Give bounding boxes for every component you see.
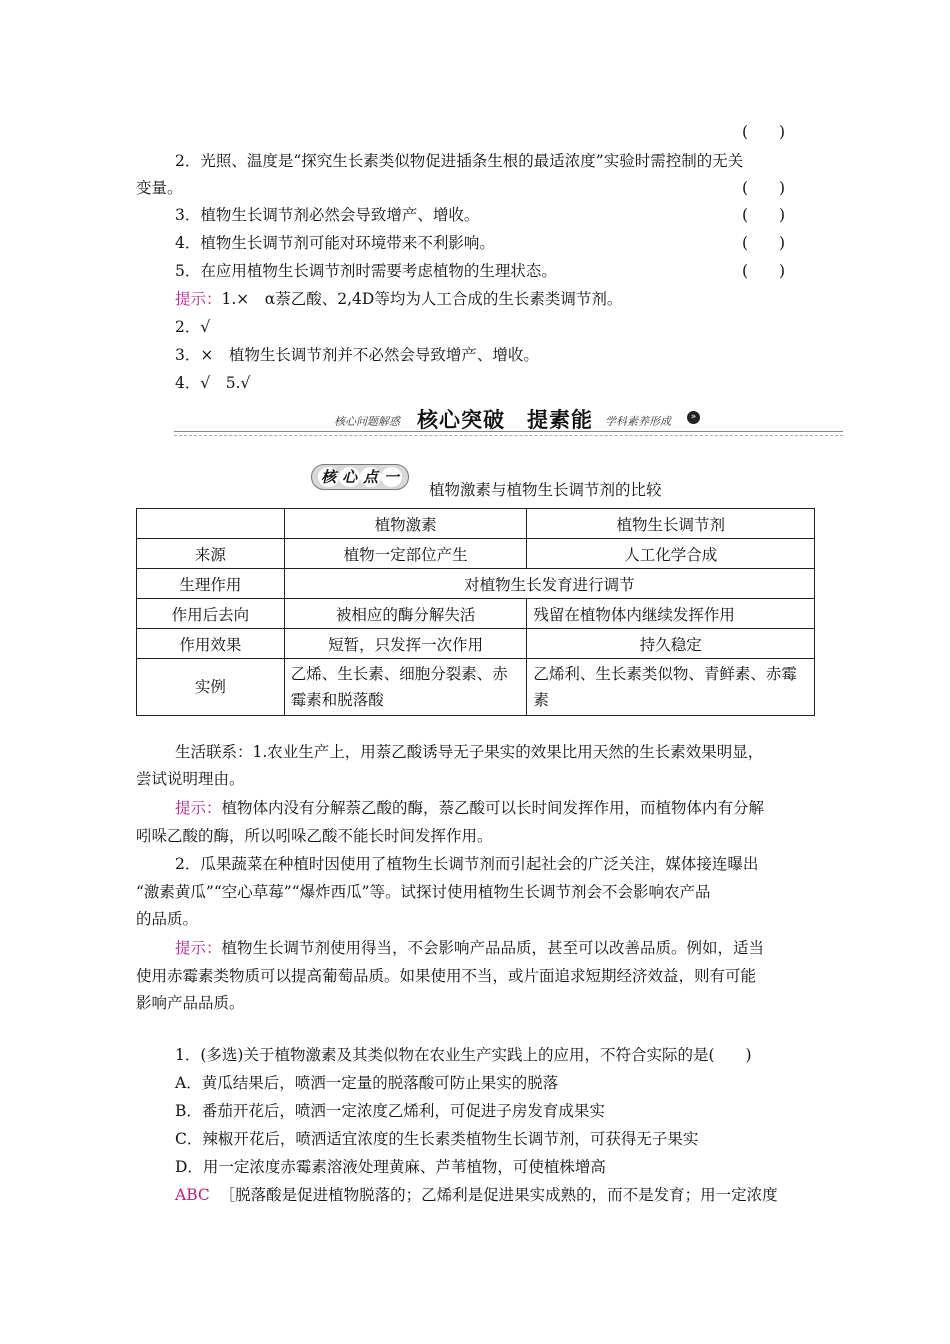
- exercise-option-a: A．黄瓜结果后，喷洒一定量的脱落酸可防止果实的脱落: [175, 1074, 559, 1092]
- badge-char: 一: [381, 467, 402, 487]
- hint-line-2: 2．√: [175, 318, 211, 336]
- core-point-title: 植物激素与植物生长调节剂的比较: [429, 481, 662, 499]
- table-header-row: [137, 509, 815, 539]
- badge-char: 点: [360, 467, 381, 487]
- hint-line-3: 3．× 植物生长调节剂并不必然会导致增产、增收。: [175, 346, 539, 364]
- table-row-label: 生理作用: [137, 569, 285, 599]
- life-q1-line1: 生活联系：1.农业生产上，用萘乙酸诱导无子果实的效果比用天然的生长素效果明显，: [175, 743, 764, 761]
- judgment-q5: 5．在应用植物生长调节剂时需要考虑植物的生理状态。: [175, 262, 557, 280]
- hint-label: 提示：: [175, 799, 222, 817]
- badge-char: 核: [318, 467, 339, 487]
- table-cell: 植物一定部位产生: [284, 539, 527, 569]
- hint-line-4: 4．√ 5.√: [175, 374, 251, 392]
- life-hint1-line2: 吲哚乙酸的酶，所以吲哚乙酸不能长时间发挥作用。: [136, 827, 493, 845]
- table-row-label: 作用后去向: [137, 599, 285, 629]
- life-q1-line2: 尝试说明理由。: [136, 770, 245, 788]
- table-cell: 人工化学合成: [527, 539, 815, 569]
- life-hint2-line3: 影响产品品质。: [136, 994, 245, 1012]
- answer-paren: ( ): [742, 262, 786, 280]
- table-cell: 乙烯、生长素、细胞分裂素、赤霉素和脱落酸: [284, 659, 527, 716]
- life-hint2-line1: [175, 938, 764, 958]
- table-cell: 短暂，只发挥一次作用: [284, 629, 527, 659]
- hint-text: 植物生长调节剂使用得当，不会影响产品品质，甚至可以改善品质。例如，适当: [221, 939, 765, 957]
- exercise-question: 1．(多选)关于植物激素及其类似物在农业生产实践上的应用，不符合实际的是( ): [175, 1046, 752, 1064]
- table-cell: 持久稳定: [527, 629, 815, 659]
- life-q2-line2: “激素黄瓜”“空心草莓”“爆炸西瓜”等。试探讨使用植物生长调节剂会不会影响农产品: [136, 883, 711, 901]
- table-row: [137, 569, 815, 599]
- hint-label: 提示：: [175, 939, 222, 957]
- hint-text: 1.× α萘乙酸、2,4D等均为人工合成的生长素类调节剂。: [221, 290, 623, 308]
- table-cell: 被相应的酶分解失活: [284, 599, 527, 629]
- hint-line-1: [175, 289, 622, 309]
- banner-rule-dashed: [174, 435, 843, 436]
- table-row: [137, 629, 815, 659]
- answer-paren: ( ): [742, 123, 786, 141]
- judgment-q2-line2: 变量。: [136, 179, 183, 197]
- table-header-cell: [137, 509, 285, 539]
- badge-char: 心: [339, 467, 360, 487]
- answer-paren: ( ): [742, 206, 786, 224]
- banner-title-2: 提素能: [527, 408, 593, 432]
- table-row: [137, 659, 815, 716]
- judgment-q2-line1: 2．光照、温度是“探究生长素类似物促进插条生根的最适浓度”实验时需控制的无关: [175, 152, 744, 170]
- banner-right-caption: 学科素养形成: [605, 415, 671, 428]
- table-cell: 残留在植物体内继续发挥作用: [527, 599, 815, 629]
- banner-arrow-icon: »: [687, 411, 700, 424]
- table-cell-merged: 对植物生长发育进行调节: [284, 569, 814, 599]
- banner-rule: [174, 431, 843, 432]
- table-header-cell: 植物生长调节剂: [527, 509, 815, 539]
- table-header-cell: 植物激素: [284, 509, 527, 539]
- comparison-table: [136, 508, 815, 716]
- exercise-option-c: C．辣椒开花后，喷洒适宜浓度的生长素类植物生长调节剂，可获得无子果实: [175, 1130, 699, 1148]
- exercise-option-b: B．番茄开花后，喷洒一定浓度乙烯利，可促进子房发育成果实: [175, 1102, 605, 1120]
- section-banner: [174, 404, 843, 438]
- table-row: [137, 539, 815, 569]
- banner-left-caption: 核心问题解惑: [334, 415, 400, 428]
- table-row-label: 来源: [137, 539, 285, 569]
- answer-paren: ( ): [742, 234, 786, 252]
- life-q2-line1: 2．瓜果蔬菜在种植时因使用了植物生长调节剂而引起社会的广泛关注，媒体接连曝出: [175, 855, 759, 873]
- judgment-q3: 3．植物生长调节剂必然会导致增产、增收。: [175, 206, 480, 224]
- exercise-answer-line: [175, 1185, 778, 1205]
- core-point-badge: [311, 464, 409, 490]
- answer-paren: ( ): [742, 179, 786, 197]
- life-hint1-line1: [175, 798, 764, 818]
- banner-title-1: 核心突破: [417, 408, 505, 432]
- life-hint2-line2: 使用赤霉素类物质可以提高葡萄品质。如果使用不当，或片面追求短期经济效益，则有可能: [136, 967, 757, 985]
- table-cell: 乙烯利、生长素类似物、青鲜素、赤霉素: [527, 659, 815, 716]
- exercise-option-d: D．用一定浓度赤霉素溶液处理黄麻、芦苇植物，可使植株增高: [175, 1158, 606, 1176]
- hint-label: 提示：: [175, 290, 222, 308]
- life-q2-line3: 的品质。: [136, 910, 199, 928]
- table-row-label: 作用效果: [137, 629, 285, 659]
- exercise-explanation: ［脱落酸是促进植物脱落的；乙烯利是促进果实成熟的，而不是发育；用一定浓度: [219, 1186, 778, 1204]
- exercise-answer: ABC: [175, 1186, 210, 1204]
- table-row: [137, 599, 815, 629]
- hint-text: 植物体内没有分解萘乙酸的酶，萘乙酸可以长时间发挥作用，而植物体内有分解: [221, 799, 765, 817]
- table-row-label: 实例: [137, 659, 285, 716]
- judgment-q4: 4．植物生长调节剂可能对环境带来不利影响。: [175, 234, 495, 252]
